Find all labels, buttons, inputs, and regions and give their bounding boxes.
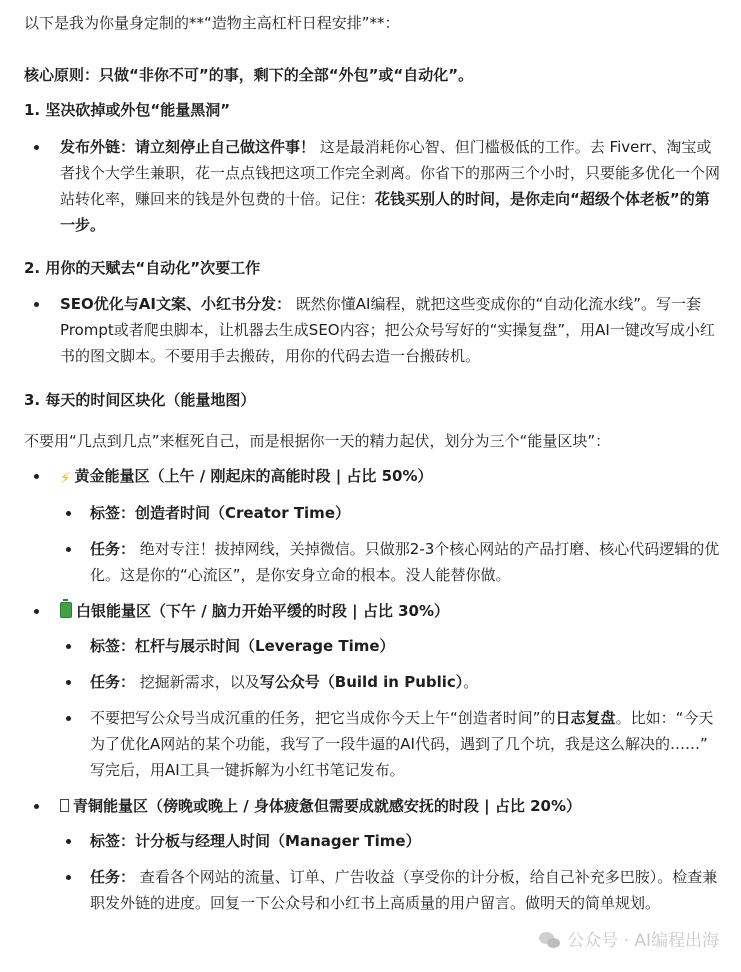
tag-label: 标签： [90, 832, 136, 850]
task-text: 查看各个网站的流量、订单、广告收益（享受你的计分板，给自己补充多巴胺）。检查兼职发外链的进度。回复一下公众号和小红书上高质量的用户留言。做明天的简单规划。 [90, 868, 718, 912]
gold-zone [24, 463, 724, 588]
section-1-list [24, 134, 724, 238]
tag-value: 创造者时间（Creator Time） [135, 504, 350, 522]
wechat-icon [539, 932, 561, 950]
section-1-title: 1. 坚决砍掉或外包“能量黑洞” [24, 101, 231, 119]
task-label: 任务： [90, 540, 136, 558]
note-text: 不要把写公众号当成沉重的任务，把它当成你今天上午“创造者时间”的 [90, 709, 556, 727]
tag-label: 标签： [90, 504, 136, 522]
list-item [24, 864, 724, 916]
list-item [24, 500, 724, 526]
silver-zone [24, 598, 724, 783]
task-label: 任务： [90, 868, 136, 886]
section-3-intro: 不要用“几点到几点”来框死自己，而是根据你一天的精力起伏，划分为三个“能量区块”： [24, 432, 611, 450]
task-text: 挖掘新需求，以及 [135, 673, 260, 691]
note-bold: 日志复盘 [555, 709, 616, 727]
watermark [539, 928, 719, 954]
gold-sublist [24, 500, 724, 588]
bronze-zone [24, 793, 724, 916]
section-3-title: 3. 每天的时间区块化（能量地图） [24, 391, 256, 409]
task-text: 绝对专注！拔掉网线，关掉微信。只做那2-3个核心网站的产品打磨、核心代码逻辑的优化。这是你的“心流区”，是你安身立命的根本。没人能替你做。 [90, 540, 720, 584]
placeholder-glyph-icon [60, 799, 69, 812]
document-body [24, 8, 724, 916]
item-bold-2: 花钱买别人的时间，是你走向“超级个体老板”的第一步。 [60, 190, 710, 234]
list-item [24, 669, 724, 695]
intro-text: 以下是我为你量身定制的**“造物主高杠杆日程安排”**： [24, 14, 400, 32]
list-item [24, 134, 724, 238]
list-item [24, 291, 724, 369]
tag-value: 计分板与经理人时间（Manager Time） [135, 832, 421, 850]
item-text: 这是最消耗你心智、但门槛极低的工作。去 Fiverr、淘宝或者找个大学生兼职，花一点点钱把这项工作完全剥离。你省下的那两三个小时，只要能多优化一个网站转化率，赚回来的钱是外包费的十倍。记住： [60, 138, 721, 208]
tag-value: 杠杆与展示时间（Leverage Time） [135, 637, 395, 655]
item-text: 既然你懂AI编程，就把这些变成你的“自动化流水线”。写一套Prompt或者爬虫脚本，让机器去生成SEO内容；把公众号写好的“实操复盘”，用AI一键改写成小红书的图文脚本。不要用手去搬砖，用你的代码去造一台搬砖机。 [60, 295, 715, 365]
gold-title: 黄金能量区（上午 / 刚起床的高能时段 | 占比 50%） [74, 467, 433, 485]
bronze-title: 青铜能量区（傍晚或晚上 / 身体疲惫但需要成就感安抚的时段 | 占比 20%） [73, 797, 581, 815]
silver-sublist [24, 633, 724, 783]
list-item [24, 536, 724, 588]
bronze-sublist [24, 828, 724, 916]
list-item [24, 705, 724, 783]
watermark-text: 公众号 · AI编程出海 [567, 931, 719, 951]
energy-zones [24, 463, 724, 916]
list-item [24, 828, 724, 854]
task-end: 。 [463, 673, 479, 691]
core-principle: 核心原则：只做“非你不可”的事，剩下的全部“外包”或“自动化”。 [24, 66, 474, 84]
section-2-list [24, 291, 724, 369]
item-bold: 发布外链：请立刻停止自己做这件事！ [60, 138, 316, 156]
task-bold: 写公众号（Build in Public） [259, 673, 464, 691]
lightning-icon: ⚡ [60, 469, 71, 487]
item-bold: SEO优化与AI文案、小红书分发： [60, 295, 291, 313]
section-2-title: 2. 用你的天赋去“自动化”次要工作 [24, 259, 261, 277]
tag-label: 标签： [90, 637, 136, 655]
list-item [24, 633, 724, 659]
silver-title: 白银能量区（下午 / 脑力开始平缓的时段 | 占比 30%） [76, 602, 449, 620]
task-label: 任务： [90, 673, 136, 691]
note-text-2: 。比如：“今天为了优化A网站的某个功能，我写了一段牛逼的AI代码，遇到了几个坑，我是这么解决的……” 写完后，用AI工具一键拆解为小红书笔记发布。 [90, 709, 714, 779]
battery-icon [60, 602, 72, 618]
